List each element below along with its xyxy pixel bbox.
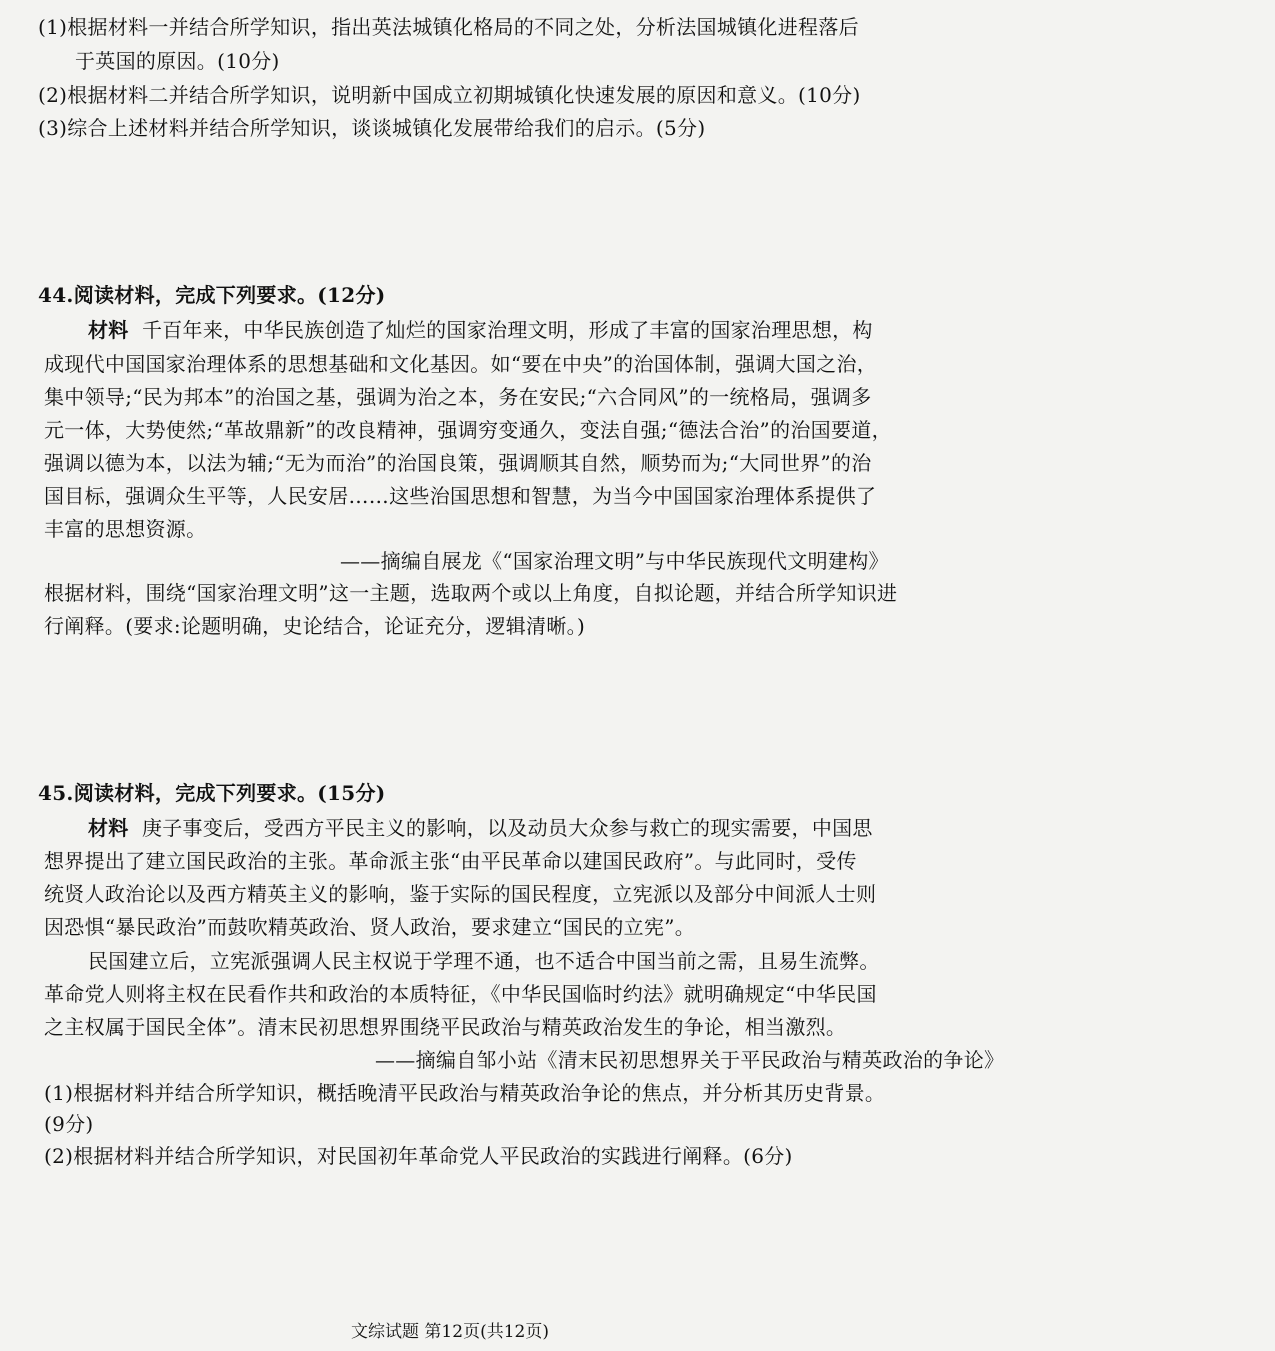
q45-material-line-6: 之主权属于国民全体”。清末民初思想界围绕平民政治与精英政治发生的争论，相当激烈。 bbox=[44, 1015, 847, 1039]
q44-material-label: 材料 bbox=[88, 318, 129, 342]
q44-material-line-3: 元一体，大势使然;“革故鼎新”的改良精神，强调穷变通久，变法自强;“德法合治”的治国要道， bbox=[44, 418, 892, 442]
q43-part1-line2: 于英国的原因。(10分) bbox=[75, 49, 280, 73]
q44-material-line-6: 丰富的思想资源。 bbox=[44, 517, 207, 541]
q45-source: ——摘编自邹小站《清末民初思想界关于平民政治与精英政治的争论》 bbox=[375, 1048, 1005, 1072]
q45-material-label: 材料 bbox=[88, 816, 129, 840]
q45-material-line-1: 想界提出了建立国民政治的主张。革命派主张“由平民革命以建国民政府”。与此同时，受传 bbox=[44, 849, 857, 873]
q44-task-line1: 根据材料，围绕“国家治理文明”这一主题，选取两个或以上角度，自拟论题，并结合所学知识进 bbox=[44, 581, 898, 605]
q44-material-line-5: 国目标，强调众生平等，人民安居……这些治国思想和智慧，为当今中国国家治理体系提供了 bbox=[44, 484, 877, 508]
q43-part1-line1: (1)根据材料一并结合所学知识，指出英法城镇化格局的不同之处，分析法国城镇化进程落后 bbox=[38, 15, 859, 39]
q45-material-text-0: 庚子事变后，受西方平民主义的影响，以及动员大众参与救亡的现实需要，中国思 bbox=[141, 816, 873, 840]
q44-task-line2: 行阐释。(要求:论题明确，史论结合，论证充分，逻辑清晰。) bbox=[44, 614, 586, 638]
q44-material-line-0 bbox=[88, 315, 988, 345]
q45-part1-line1: (1)根据材料并结合所学知识，概括晚清平民政治与精英政治争论的焦点，并分析其历史背景。 bbox=[44, 1081, 886, 1105]
q44-material-line-4: 强调以德为本，以法为辅;“无为而治”的治国良策，强调顺其自然，顺势而为;“大同世界”的治 bbox=[44, 451, 872, 475]
q44-material-line-2: 集中领导;“民为邦本”的治国之基，强调为治之本，务在安民;“六合同风”的一统格局，强调多 bbox=[44, 385, 872, 409]
q45-material-line-5: 革命党人则将主权在民看作共和政治的本质特征，《中华民国临时约法》就明确规定“中华民国 bbox=[44, 982, 877, 1006]
q45-material-line-4: 民国建立后，立宪派强调人民主权说于学理不通，也不适合中国当前之需，且易生流弊。 bbox=[88, 949, 880, 973]
q44-material-line-1: 成现代中国国家治理体系的思想基础和文化基因。如“要在中央”的治国体制，强调大国之治， bbox=[44, 352, 878, 376]
q45-material-line-2: 统贤人政治论以及西方精英主义的影响，鉴于实际的国民程度，立宪派以及部分中间派人士则 bbox=[44, 882, 877, 906]
page-footer: 文综试题 第12页(共12页) bbox=[351, 1322, 549, 1342]
q45-heading: 45.阅读材料，完成下列要求。(15分) bbox=[38, 781, 386, 805]
q44-material-text-0: 千百年来，中华民族创造了灿烂的国家治理文明，形成了丰富的国家治理思想，构 bbox=[141, 318, 873, 342]
q43-part2: (2)根据材料二并结合所学知识，说明新中国成立初期城镇化快速发展的原因和意义。(10分) bbox=[38, 83, 861, 107]
q44-source: ——摘编自展龙《“国家治理文明”与中华民族现代文明建构》 bbox=[340, 549, 889, 573]
q43-part3: (3)综合上述材料并结合所学知识，谈谈城镇化发展带给我们的启示。(5分) bbox=[38, 116, 706, 140]
q45-part2: (2)根据材料并结合所学知识，对民国初年革命党人平民政治的实践进行阐释。(6分) bbox=[44, 1144, 793, 1168]
q45-material-line-0 bbox=[88, 813, 988, 843]
q45-material-line-3: 因恐惧“暴民政治”而鼓吹精英政治、贤人政治，要求建立“国民的立宪”。 bbox=[44, 915, 696, 939]
q45-part1-line2: (9分) bbox=[44, 1112, 94, 1136]
q44-heading: 44.阅读材料，完成下列要求。(12分) bbox=[38, 283, 386, 307]
